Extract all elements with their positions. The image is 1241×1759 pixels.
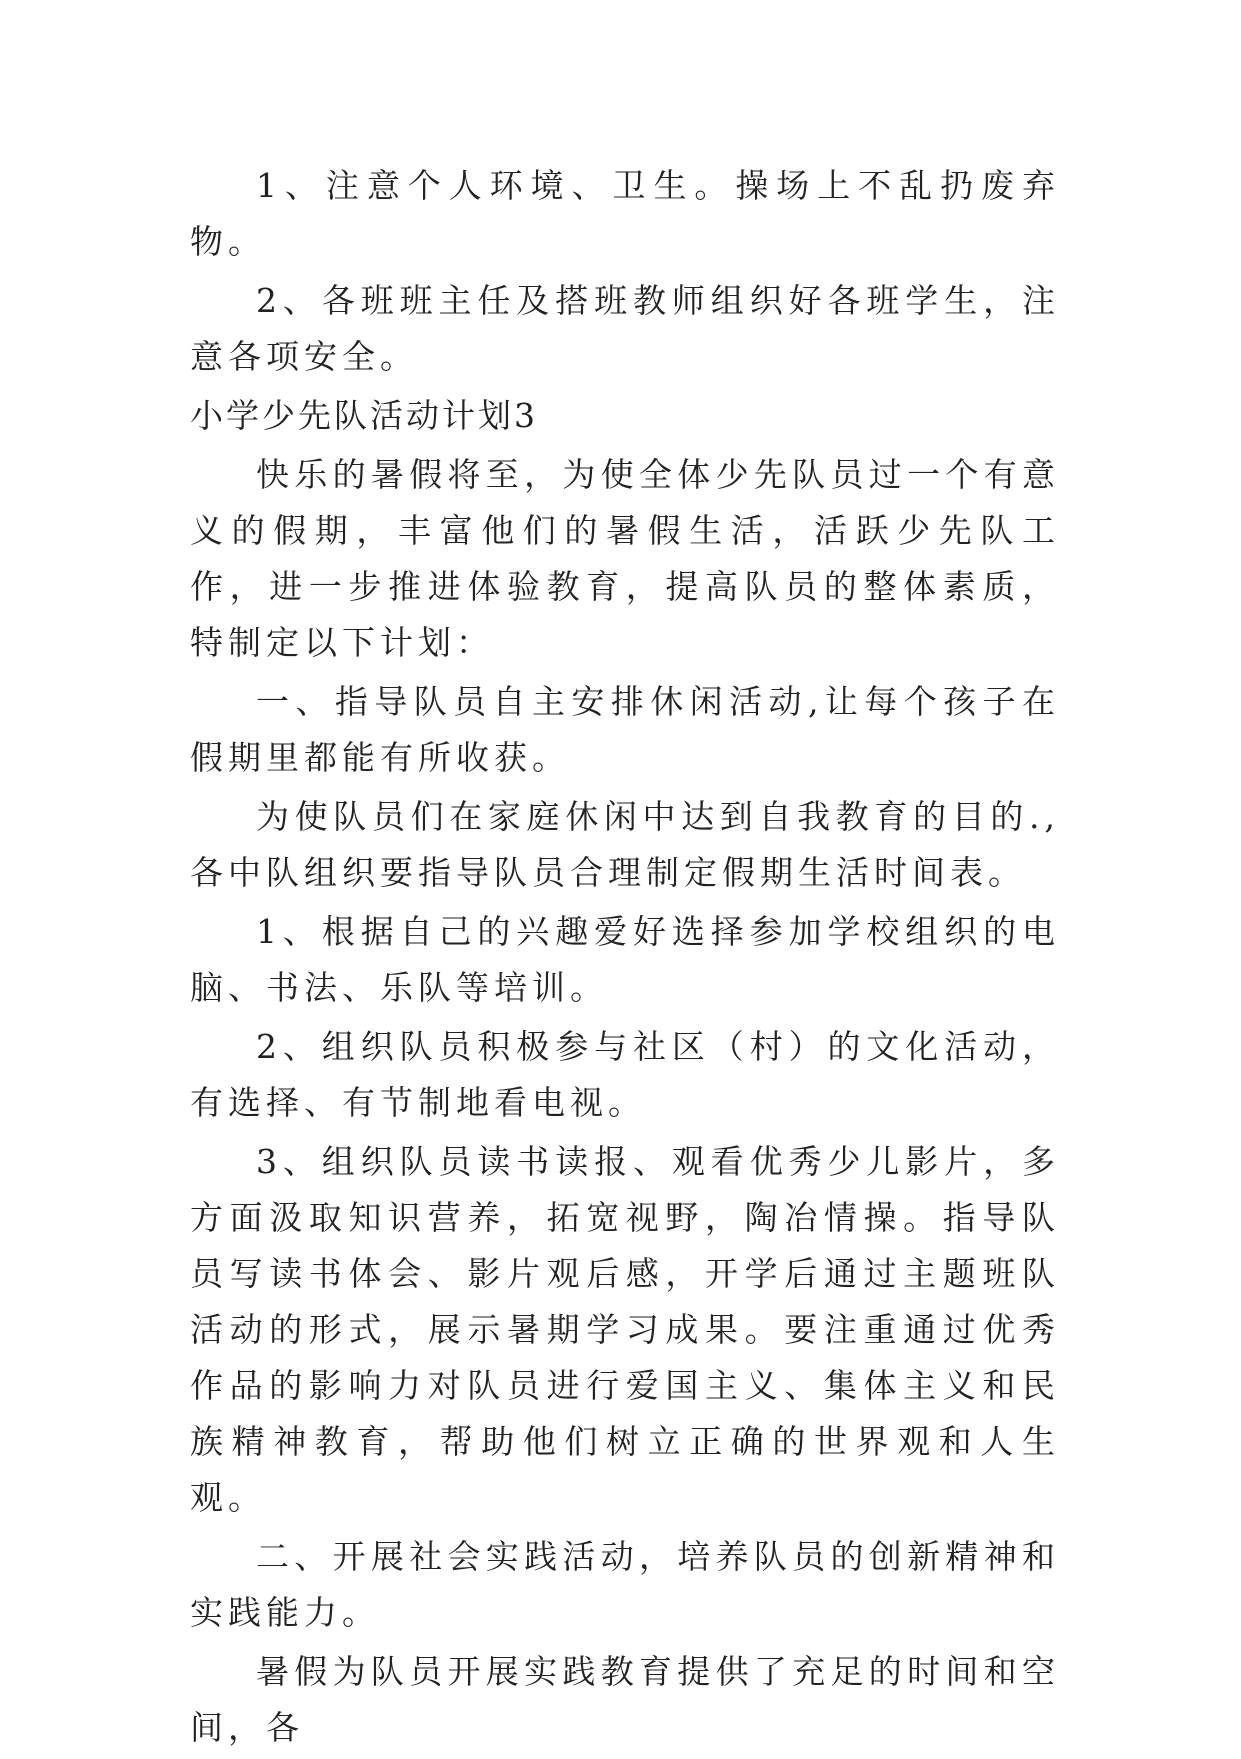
paragraph-sub-item-3: 3、组织队员读书读报、观看优秀少儿影片，多方面汲取知识营养，拓宽视野，陶冶情操。指导队员写读书体会、影片观后感，开学后通过主题班队活动的形式，展示暑期学习成果。要注重通过优秀作品的影响力对队员进行爱国主义、集体主义和民族精神教育，帮助他们树立正确的世界观和人生观。 [190,1142,1060,1517]
section-heading: 小学少先队活动计划3 [190,396,538,435]
paragraph-safety-item-1: 1、注意个人环境、卫生。操场上不乱扔废弃物。 [190,166,1060,261]
document-body [190,158,1060,1759]
paragraph-sub-item-1: 1、根据自己的兴趣爱好选择参加学校组织的电脑、书法、乐队等培训。 [190,912,1060,1007]
paragraph-point-two-detail: 暑假为队员开展实践教育提供了充足的时间和空间，各 [190,1652,1060,1747]
paragraph-point-two: 二、开展社会实践活动，培养队员的创新精神和实践能力。 [190,1537,1060,1632]
paragraph-point-one: 一、指导队员自主安排休闲活动,让每个孩子在假期里都能有所收获。 [190,682,1060,777]
paragraph-sub-item-2: 2、组织队员积极参与社区（村）的文化活动，有选择、有节制地看电视。 [190,1027,1060,1122]
paragraph-point-one-detail: 为使队员们在家庭休闲中达到自我教育的目的.,各中队组织要指导队员合理制定假期生活时间表。 [190,797,1060,892]
paragraph-safety-item-2: 2、各班班主任及搭班教师组织好各班学生，注意各项安全。 [190,281,1060,376]
paragraph-intro: 快乐的暑假将至，为使全体少先队员过一个有意义的假期，丰富他们的暑假生活，活跃少先队工作，进一步推进体验教育，提高队员的整体素质，特制定以下计划： [190,455,1060,662]
